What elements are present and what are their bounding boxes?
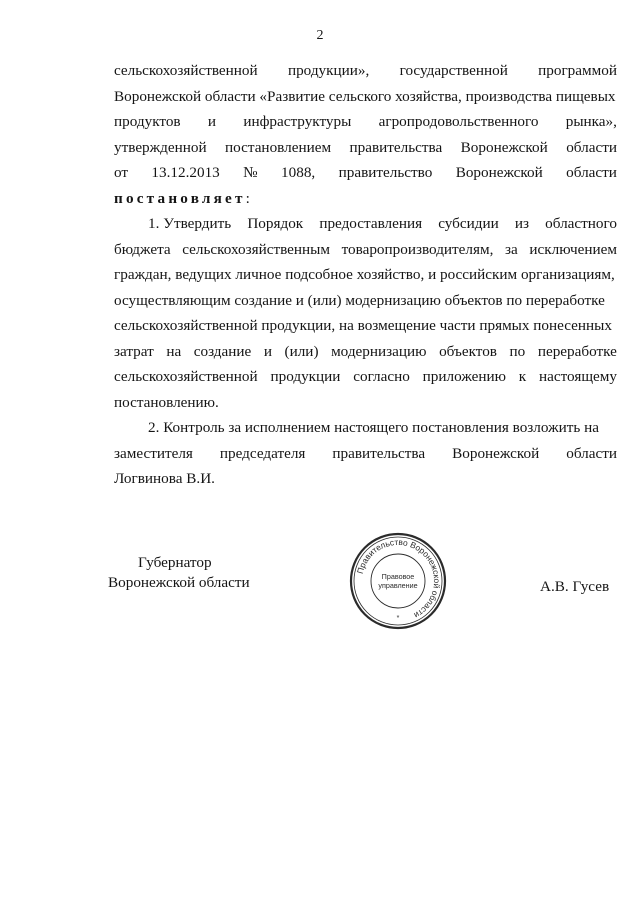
word: правительства bbox=[349, 138, 443, 156]
text-line bbox=[114, 441, 617, 467]
word: настоящему bbox=[539, 368, 617, 385]
word: Порядок bbox=[247, 215, 304, 232]
word: объектов bbox=[439, 342, 497, 360]
word: продуктов bbox=[114, 113, 181, 130]
signatory-name: А.В. Гусев bbox=[540, 578, 610, 595]
signatory-region: Воронежской области bbox=[108, 574, 250, 591]
text-line bbox=[114, 84, 617, 110]
word: исключением bbox=[529, 240, 617, 258]
word: 1. Утвердить bbox=[148, 215, 232, 232]
word: сельскохозяйственным bbox=[182, 240, 330, 258]
word: инфраструктуры bbox=[243, 113, 352, 130]
word: государственной bbox=[399, 62, 508, 79]
word: продукции bbox=[270, 368, 341, 385]
word: постановлением bbox=[225, 138, 332, 156]
word: области bbox=[566, 138, 617, 156]
text-segment: Воронежской области «Развитие сельского хозяйства, производства пищевых bbox=[114, 87, 616, 105]
text-line bbox=[114, 237, 617, 263]
seal-center-line2: управление bbox=[378, 581, 418, 590]
word: правительство bbox=[338, 164, 433, 181]
text-line bbox=[114, 339, 617, 365]
word: согласно bbox=[353, 368, 410, 385]
text-line bbox=[114, 415, 617, 441]
text-line bbox=[114, 160, 617, 186]
word: из bbox=[514, 215, 530, 232]
word: продукции», bbox=[287, 62, 370, 79]
word: 1088, bbox=[281, 164, 316, 181]
signatory-title: Губернатор bbox=[138, 554, 212, 571]
text-segment: граждан, ведущих личное подсобное хозяйство, и российским организациям, bbox=[114, 266, 615, 283]
signatory-position bbox=[108, 553, 268, 593]
text-segment: постановлению. bbox=[114, 393, 219, 411]
word: областного bbox=[545, 215, 617, 232]
word: (или) bbox=[284, 342, 319, 360]
word: правительства bbox=[332, 444, 426, 462]
seal-star: * bbox=[396, 615, 400, 622]
word: предоставления bbox=[319, 215, 423, 232]
word: Воронежской bbox=[452, 444, 540, 462]
word: председателя bbox=[219, 444, 306, 462]
document-body bbox=[114, 58, 617, 492]
word: и bbox=[263, 342, 272, 360]
text-segment: осуществляющим создание и (или) модернизацию объектов по переработке bbox=[114, 291, 605, 309]
word: товаропроизводителям, bbox=[341, 240, 494, 258]
seal-outer-text: Правительство Воронежской области bbox=[354, 536, 443, 621]
word: переработке bbox=[537, 342, 617, 360]
text-line bbox=[114, 262, 617, 288]
word: утвержденной bbox=[114, 138, 207, 156]
word: сельскохозяйственной bbox=[114, 62, 258, 79]
text-line bbox=[114, 466, 617, 492]
word: субсидии bbox=[438, 215, 499, 232]
word: агропродовольственного bbox=[378, 113, 539, 130]
seal-center-line1: Правовое bbox=[381, 572, 415, 581]
word: создание bbox=[193, 342, 252, 360]
word: рынка», bbox=[565, 113, 617, 130]
word: области bbox=[566, 164, 617, 181]
page-number: 2 bbox=[316, 28, 324, 43]
word: программой bbox=[538, 62, 617, 79]
text-line bbox=[114, 390, 617, 416]
word: сельскохозяйственной bbox=[114, 368, 258, 385]
word: затрат bbox=[114, 342, 154, 360]
word: на bbox=[166, 342, 182, 360]
word: бюджета bbox=[114, 240, 171, 258]
word: приложению bbox=[422, 368, 506, 385]
text-segment: сельскохозяйственной продукции, на возмещение части прямых понесенных bbox=[114, 317, 612, 334]
word: области bbox=[566, 444, 617, 462]
text-line bbox=[114, 364, 617, 390]
text-line bbox=[114, 135, 617, 161]
decree-word: постановляет bbox=[114, 189, 246, 207]
text-line bbox=[114, 313, 617, 339]
decree-colon: : bbox=[245, 189, 250, 207]
word: Воронежской bbox=[455, 164, 543, 181]
text-segment: Логвинова В.И. bbox=[114, 470, 215, 487]
word: № bbox=[243, 164, 258, 181]
word: за bbox=[505, 240, 518, 258]
decree-line bbox=[114, 186, 617, 212]
text-line bbox=[114, 211, 617, 237]
word: от bbox=[114, 164, 129, 181]
text-line bbox=[114, 109, 617, 135]
official-seal-stamp bbox=[348, 531, 448, 631]
text-line bbox=[114, 58, 617, 84]
word: модернизацию bbox=[331, 342, 427, 360]
word: 13.12.2013 bbox=[151, 164, 220, 181]
word: по bbox=[509, 342, 526, 360]
text-line bbox=[114, 288, 617, 314]
word: заместителя bbox=[114, 444, 193, 462]
word: Воронежской bbox=[460, 138, 548, 156]
word: к bbox=[518, 368, 527, 385]
text-segment: 2. Контроль за исполнением настоящего постановления возложить на bbox=[148, 419, 599, 436]
word: и bbox=[207, 113, 217, 130]
